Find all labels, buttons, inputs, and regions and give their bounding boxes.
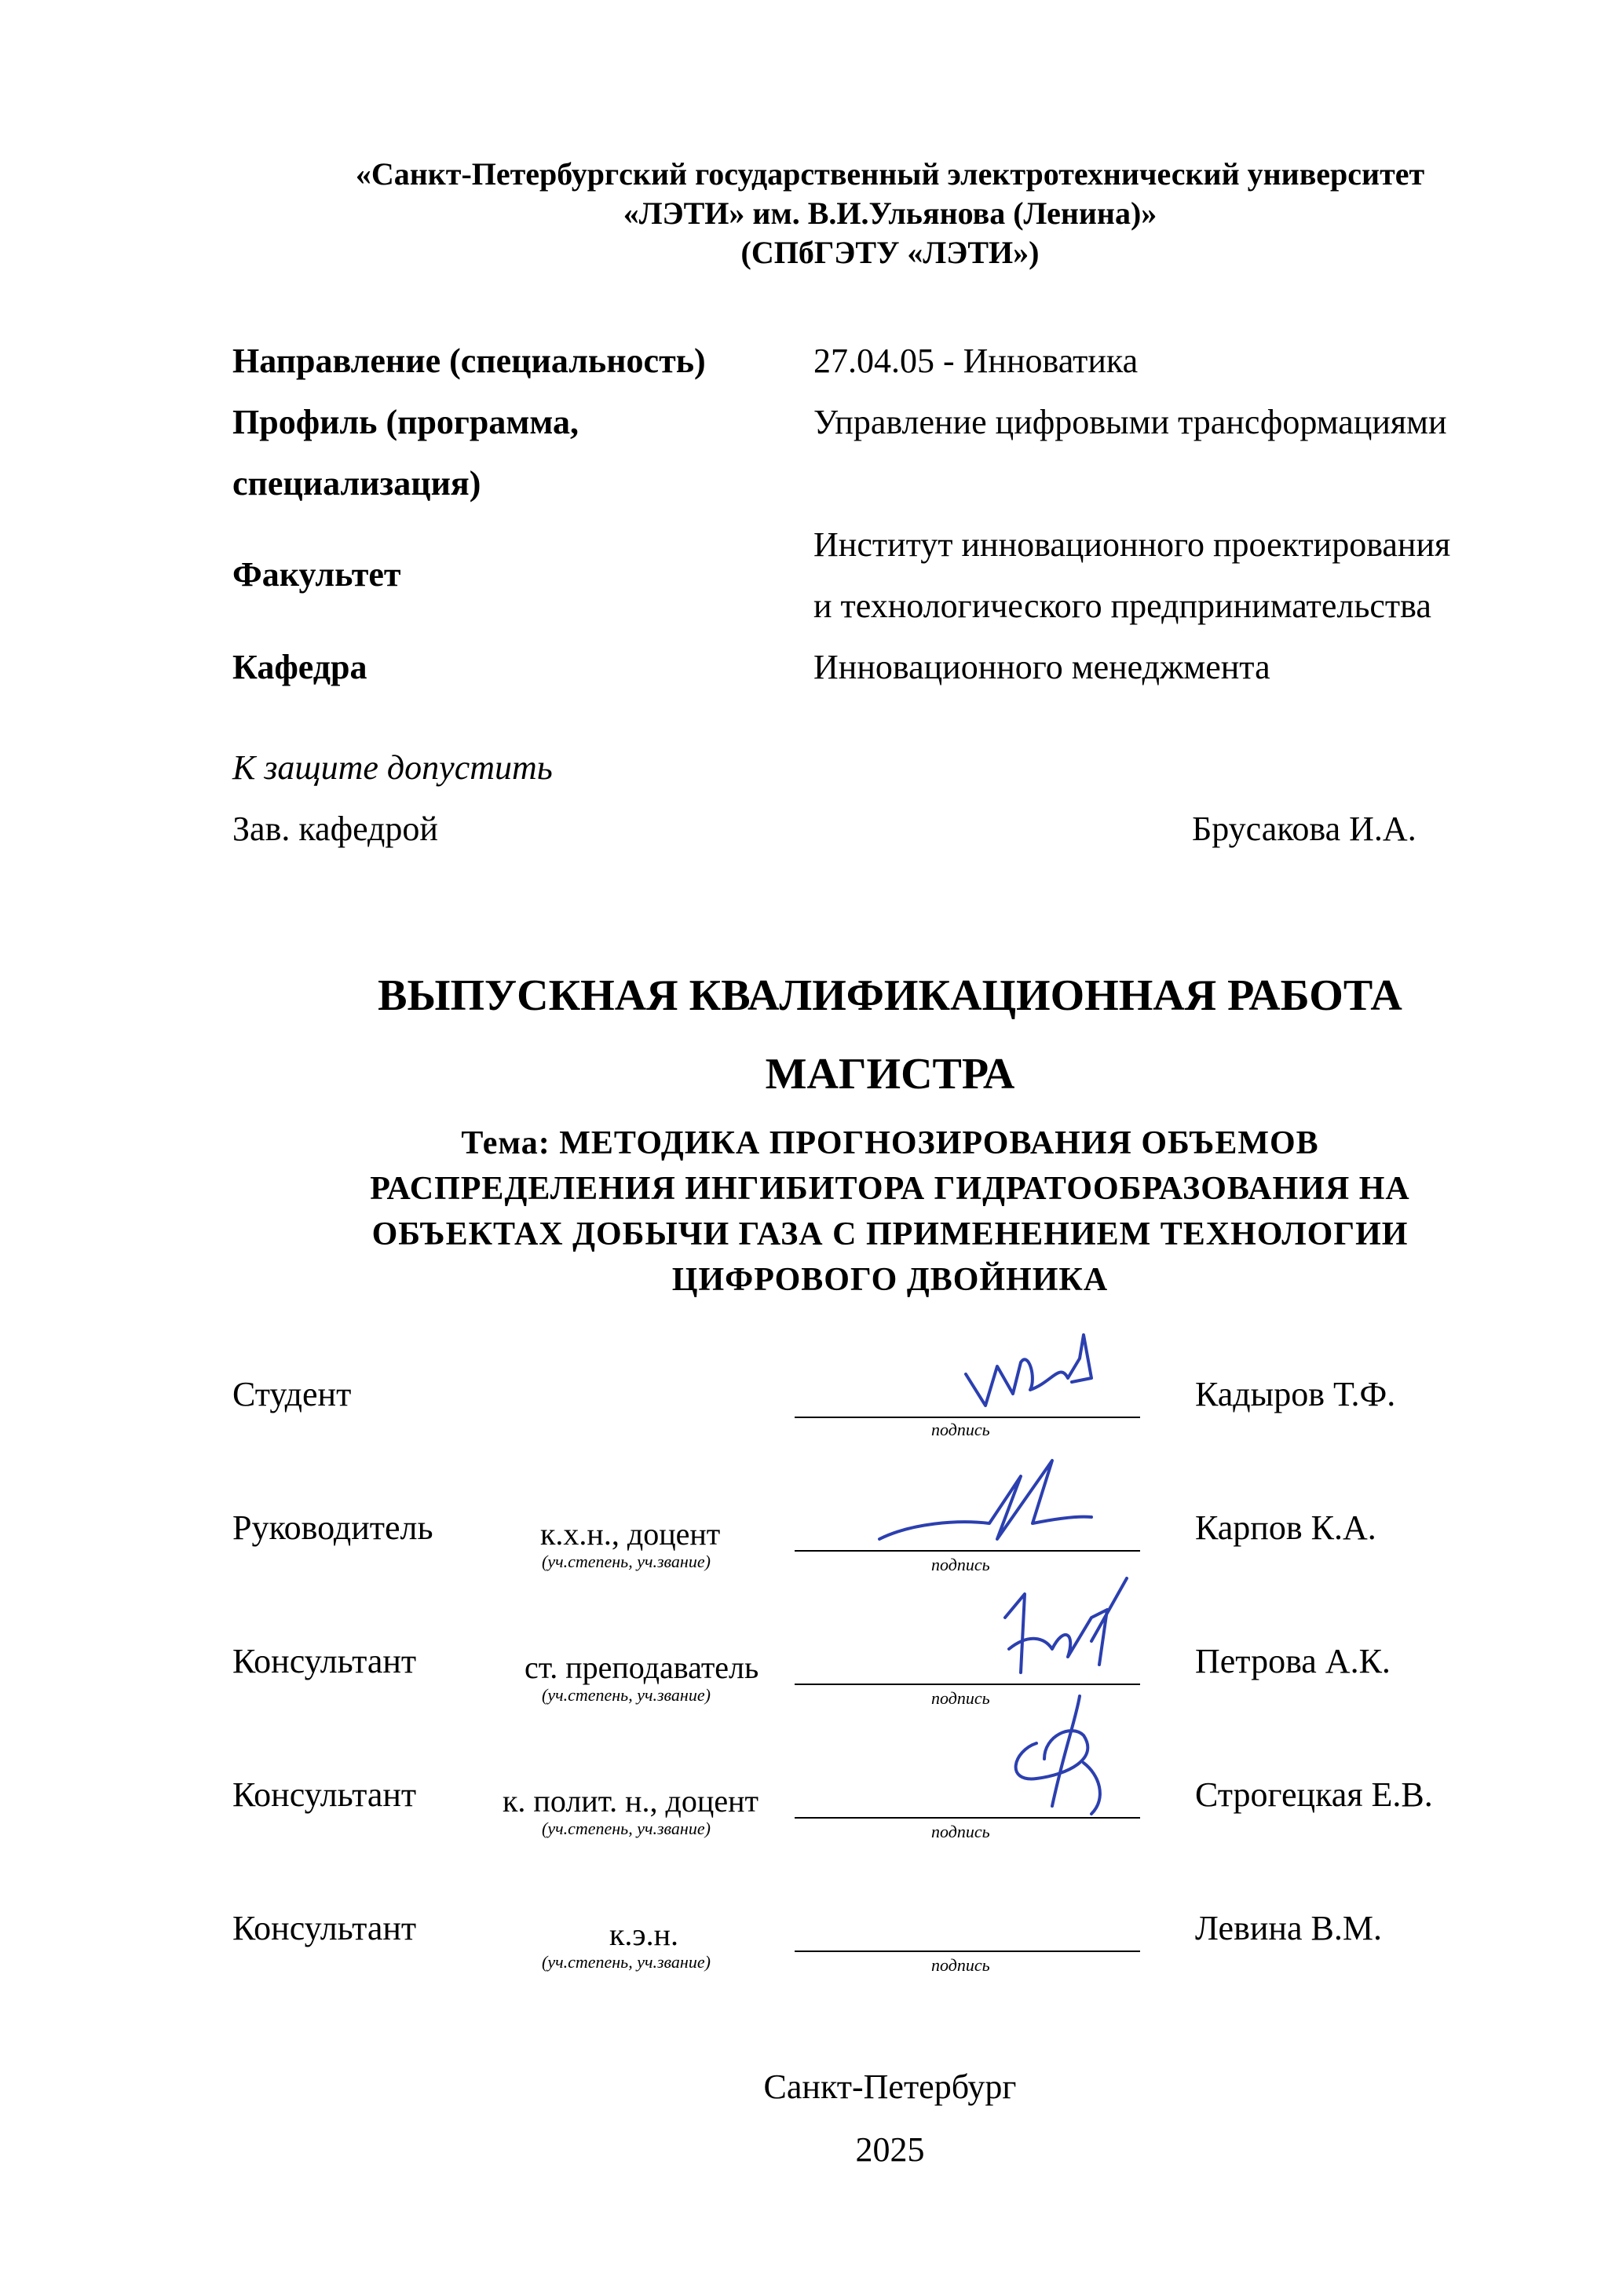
profile-value: Управление цифровыми трансформациями [813, 403, 1447, 441]
consultant3-signature-caption: подпись [931, 1955, 990, 1975]
supervisor-name: Карпов К.А. [1195, 1508, 1376, 1547]
supervisor-role: Руководитель [232, 1508, 433, 1547]
consultant1-signature [989, 1570, 1146, 1696]
consultant2-degree-caption: (уч.степень, уч.звание) [542, 1819, 711, 1838]
consultant3-signature-line [795, 1951, 1140, 1952]
direction-label: Направление (специальность) [232, 342, 706, 380]
consultant2-signature [989, 1688, 1146, 1822]
consultant2-degree: к. полит. н., доцент [503, 1783, 758, 1819]
consultant2-role: Консультант [232, 1775, 417, 1814]
consultant3-degree-caption: (уч.степень, уч.звание) [542, 1952, 711, 1972]
university-name-line2: «ЛЭТИ» им. В.И.Ульянова (Ленина)» [623, 196, 1157, 231]
department-value: Инновационного менеджмента [813, 648, 1270, 686]
city: Санкт-Петербург [763, 2067, 1017, 2106]
consultant1-signature-caption: подпись [931, 1688, 990, 1708]
head-of-department-label: Зав. кафедрой [232, 810, 438, 848]
student-name: Кадыров Т.Ф. [1195, 1375, 1396, 1413]
year: 2025 [855, 2130, 925, 2169]
university-abbr: (СПбГЭТУ «ЛЭТИ») [740, 235, 1040, 270]
admission-note: К защите допустить [232, 748, 553, 787]
university-name-line1: «Санкт-Петербургский государственный электротехнический университет [355, 156, 1425, 192]
thesis-title-line1: ВЫПУСКНАЯ КВАЛИФИКАЦИОННАЯ РАБОТА [378, 971, 1402, 1020]
faculty-value-line1: Институт инновационного проектирования [813, 525, 1451, 564]
supervisor-degree-caption: (уч.степень, уч.звание) [542, 1552, 711, 1571]
consultant1-degree-caption: (уч.степень, уч.звание) [542, 1685, 711, 1705]
profile-label-line2: специализация) [232, 464, 481, 503]
consultant2-signature-caption: подпись [931, 1822, 990, 1841]
student-signature [942, 1303, 1099, 1429]
faculty-label: Факультет [232, 555, 401, 594]
faculty-value-line2: и технологического предпринимательства [813, 587, 1431, 625]
topic-line2: РАСПРЕДЕЛЕНИЯ ИНГИБИТОРА ГИДРАТООБРАЗОВАНИЯ НА [370, 1171, 1410, 1207]
supervisor-signature-caption: подпись [931, 1555, 990, 1574]
student-signature-caption: подпись [931, 1420, 990, 1439]
supervisor-degree: к.х.н., доцент [540, 1516, 721, 1552]
consultant3-degree: к.э.н. [609, 1917, 679, 1952]
student-role: Студент [232, 1375, 352, 1413]
head-of-department-name: Брусакова И.А. [1192, 810, 1416, 848]
thesis-title-line2: МАГИСТРА [765, 1050, 1015, 1099]
direction-value: 27.04.05 - Инноватика [813, 342, 1139, 380]
consultant3-role: Консультант [232, 1909, 417, 1947]
consultant2-name: Строгецкая Е.В. [1195, 1775, 1433, 1814]
department-label: Кафедра [232, 648, 367, 686]
topic-line3: ОБЪЕКТАХ ДОБЫЧИ ГАЗА С ПРИМЕНЕНИЕМ ТЕХНОЛОГИИ [371, 1216, 1409, 1252]
consultant1-role: Консультант [232, 1642, 417, 1680]
supervisor-signature [864, 1445, 1099, 1570]
topic-line4: ЦИФРОВОГО ДВОЙНИКА [671, 1262, 1109, 1298]
profile-label-line1: Профиль (программа, [232, 403, 579, 441]
consultant1-name: Петрова А.К. [1195, 1642, 1391, 1680]
consultant3-name: Левина В.М. [1195, 1909, 1382, 1947]
topic-line1: Тема: МЕТОДИКА ПРОГНОЗИРОВАНИЯ ОБЪЕМОВ [461, 1125, 1319, 1161]
consultant1-degree: ст. преподаватель [525, 1650, 759, 1685]
